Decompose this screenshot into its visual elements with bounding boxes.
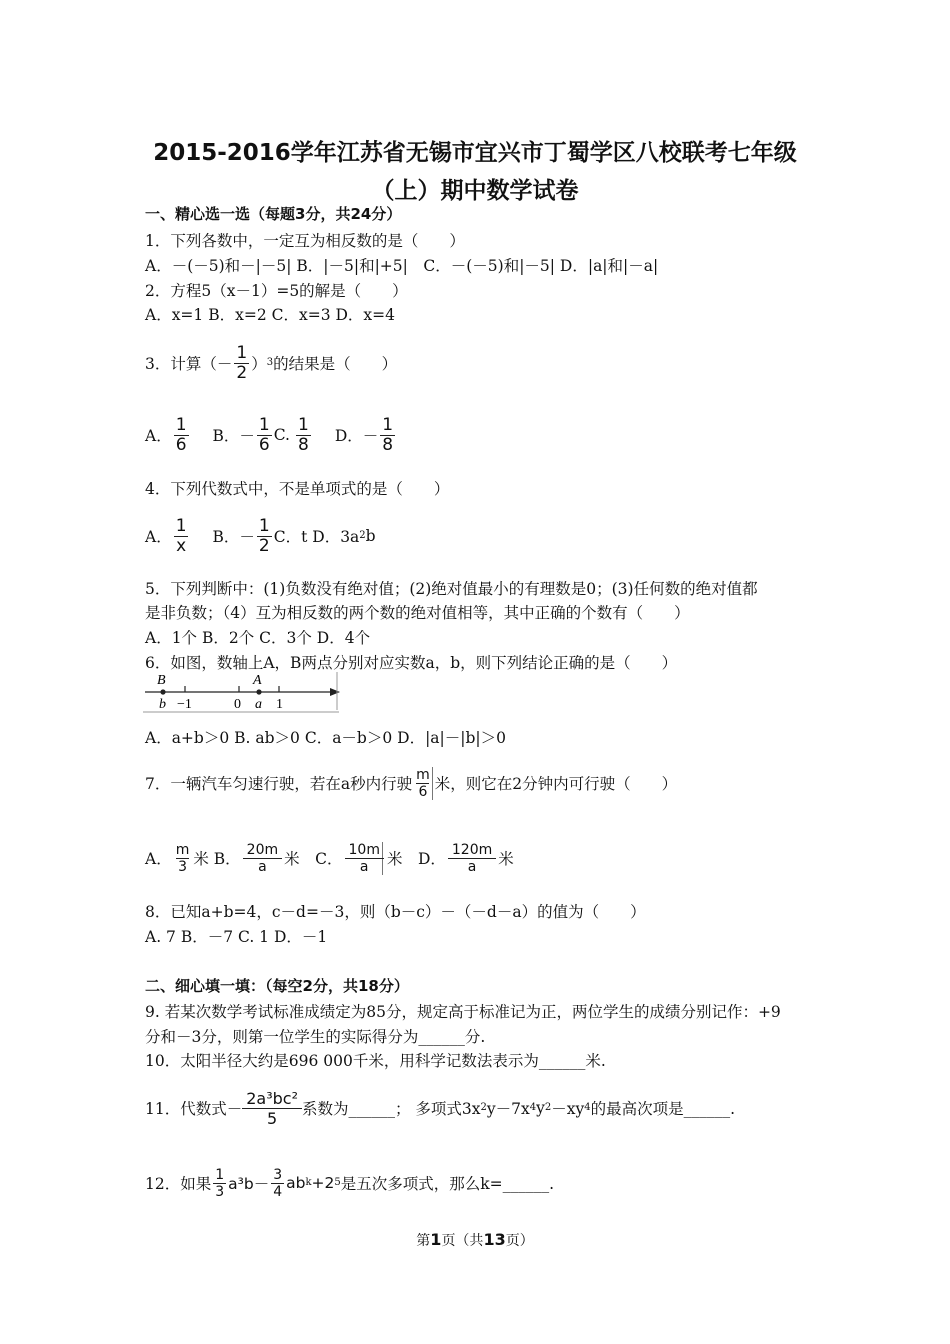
label-minus-one: −1 [177, 697, 192, 712]
point-b [160, 689, 165, 694]
q7-optD-fraction: $\frac{120m}{a}$ [450, 842, 494, 875]
q7-options: A． $\frac{m}{3}$ 米 B． $\frac{20m}{a}$ 米 C． $\frac{10m}{a}$ 米 D． $\frac{120m}{a}$ 米 [145, 841, 514, 875]
q6-stem: 6．如图，数轴上A，B两点分别对应实数a，b，则下列结论正确的是（ ） [145, 654, 678, 672]
q4-optA-fraction: $\frac{1}{x}$ [175, 515, 187, 556]
q4-options: A． $\frac{1}{x}$ B．－ $\frac{1}{2}$ C．t D．3a 2 b [145, 515, 376, 556]
label-B: B [157, 673, 166, 688]
q4-stem: 4．下列代数式中，不是单项式的是（ ） [145, 480, 450, 498]
q1-options: A．－(－5)和－|－5| B．|－5|和|+5| C．－(－5)和|－5| D．|a|和|－a| [145, 257, 659, 275]
section1-heading: 一、精心选一选（每题3分，共24分） [145, 205, 402, 223]
q11-stem: 11．代数式－ $\frac{\text{2a³bc²}}{5}$ 系数为______； 多项式3x 2 y－7x 4 y 2 －xy 4 的最高次项是______. [145, 1088, 736, 1128]
q7-optB-fraction: $\frac{20m}{a}$ [245, 842, 280, 875]
q7-optA-fraction: $\frac{m}{3}$ [175, 841, 190, 875]
label-b: b [159, 697, 166, 712]
q8-stem: 8．已知a+b=4，c－d=－3，则（b－c）－（－d－a）的值为（ ） [145, 903, 646, 921]
label-zero: 0 [234, 697, 241, 712]
q3-options: A． $\frac{1}{6}$ B．－ $\frac{1}{6}$ C. $\frac{1}{8}$ D．－ $\frac{1}{8}$ [145, 414, 394, 455]
page-number: 1 [430, 1230, 442, 1249]
q3-pre: 3．计算（－ [145, 355, 233, 373]
point-a [256, 689, 261, 694]
section2-heading: 二、细心填一填：（每空2分，共18分） [145, 977, 409, 995]
q3-fraction: $\frac{1}{2}$ [236, 342, 248, 383]
q3-optA-fraction: $\frac{1}{6}$ [175, 414, 187, 455]
q8-options: A. 7 B．－7 C. 1 D．－1 [145, 928, 328, 946]
doc-title-line2: （上）期中数学试卷 [371, 178, 579, 204]
page-total: 13 [483, 1230, 506, 1249]
q1-stem: 1．下列各数中，一定互为相反数的是（ ） [145, 232, 465, 250]
q4-optB-fraction: $\frac{1}{2}$ [258, 515, 270, 556]
q5-line2: 是非负数；（4）互为相反数的两个数的绝对值相等，其中正确的个数有（ ） [145, 604, 690, 622]
q3-optC-fraction: $\frac{1}{8}$ [297, 414, 309, 455]
page-footer: 第1页（共13页） [416, 1230, 534, 1249]
label-a: a [255, 697, 262, 712]
q6-options: A．a+b＞0 B. ab＞0 C．a－b＞0 D．|a|－|b|＞0 [145, 729, 506, 747]
q3-optD-fraction: $\frac{1}{8}$ [382, 414, 394, 455]
q2-options: A．x=1 B．x=2 C．x=3 D．x=4 [145, 306, 396, 324]
q12-fraction1: $\frac{1}{3}$ [215, 1166, 225, 1200]
q9-line2: 分和－3分，则第一位学生的实际得分为______分. [145, 1028, 486, 1046]
q9-line1: 9. 若某次数学考试标准成绩定为85分，规定高于标准记为正，两位学生的成绩分别记作：+9 [145, 1003, 781, 1021]
number-line-figure [143, 670, 343, 714]
doc-title-line1: 2015-2016学年江苏省无锡市宜兴市丁蜀学区八校联考七年级 [153, 140, 797, 166]
q2-stem: 2．方程5（x－1）=5的解是（ ） [145, 282, 408, 300]
q7-stem: 7．一辆汽车匀速行驶，若在a秒内行驶 $\frac{m}{6}$ 米，则它在2分钟内可行驶（ ） [145, 766, 678, 800]
q12-stem: 12．如果 $\frac{1}{3}$ a³b－ $\frac{3}{4}$ ab k +2 5 是五次多项式，那么k=______. [145, 1166, 555, 1200]
q3-stem: 3．计算（－ $\frac{1}{2}$ ） 3 的结果是（ ） [145, 342, 398, 383]
q10-stem: 10．太阳半径大约是696 000千米，用科学记数法表示为______米. [145, 1052, 606, 1070]
label-one: 1 [276, 697, 283, 712]
q5-line1: 5．下列判断中：(1)负数没有绝对值；(2)绝对值最小的有理数是0；(3)任何数的绝对值都 [145, 580, 758, 598]
q11-fraction: $\frac{\text{2a³bc²}}{5}$ [244, 1089, 300, 1128]
arrow-icon [330, 688, 340, 696]
q7-fraction: $\frac{m}{6}$ [414, 767, 433, 800]
q3-optB-fraction: $\frac{1}{6}$ [258, 414, 270, 455]
q5-options: A．1个 B．2个 C．3个 D．4个 [145, 629, 371, 647]
q12-fraction2: $\frac{3}{4}$ [273, 1166, 283, 1200]
label-A: A [253, 673, 262, 688]
q7-optC-fraction: $\frac{10m}{a}$ [347, 842, 383, 875]
